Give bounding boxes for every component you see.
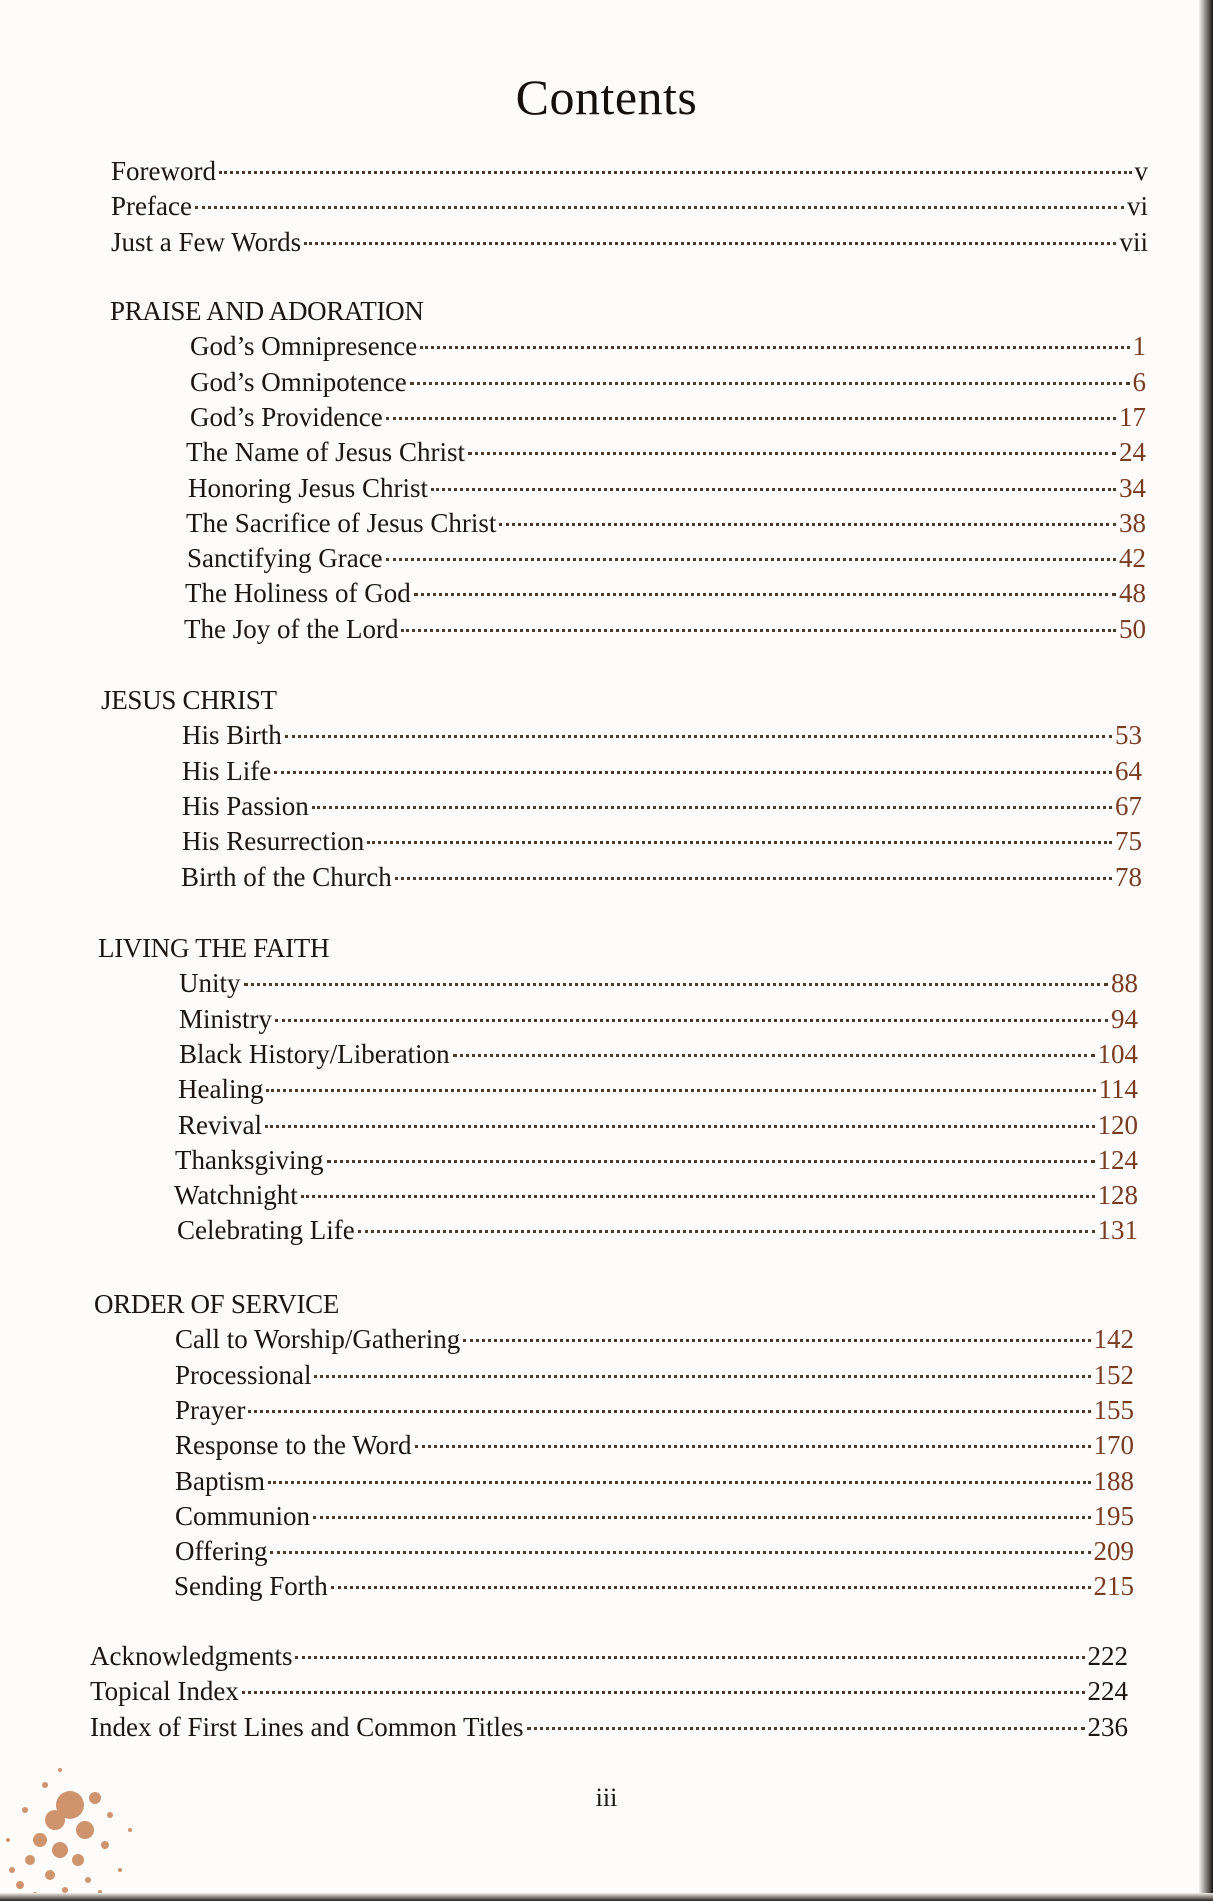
dot-leader xyxy=(244,963,1108,986)
dot-leader xyxy=(420,326,1129,349)
toc-entry-label: Index of First Lines and Common Titles xyxy=(90,1711,524,1742)
toc-entry-page-number: 209 xyxy=(1093,1536,1134,1567)
toc-entry-page-number: 131 xyxy=(1097,1215,1138,1246)
toc-entry-label: Response to the Word xyxy=(175,1430,412,1461)
toc-entry-celebrating-life xyxy=(177,1213,1138,1247)
dot-leader xyxy=(386,397,1116,420)
toc-entry-revival xyxy=(178,1108,1138,1142)
dot-leader xyxy=(386,538,1116,561)
toc-entry-gods-omnipotence xyxy=(190,365,1146,399)
dot-leader xyxy=(499,503,1116,526)
toc-entry-preface xyxy=(111,189,1148,223)
toc-entry-the-sacrifice-of-jesus-christ xyxy=(186,506,1146,540)
toc-entry-page-number: 24 xyxy=(1119,437,1146,468)
toc-entry-label: Watchnight xyxy=(174,1180,298,1211)
toc-entry-page-number: vii xyxy=(1119,226,1148,257)
toc-entry-label: Topical Index xyxy=(90,1676,239,1707)
toc-entry-label: Black History/Liberation xyxy=(179,1038,450,1069)
toc-entry-response-to-the-word xyxy=(175,1428,1134,1462)
toc-entry-page-number: 67 xyxy=(1115,790,1142,821)
toc-entry-label: Foreword xyxy=(111,156,216,186)
toc-entry-label: Thanksgiving xyxy=(175,1144,324,1175)
toc-entry-label: Communion xyxy=(175,1500,311,1531)
toc-entry-page-number: 170 xyxy=(1093,1430,1134,1461)
dot-leader xyxy=(367,821,1112,844)
dot-leader xyxy=(313,1496,1090,1519)
toc-entry-page-number: 48 xyxy=(1119,578,1146,609)
toc-entry-page-number: 38 xyxy=(1119,507,1146,538)
toc-entry-acknowledgments xyxy=(90,1639,1128,1673)
dot-leader xyxy=(358,1210,1095,1233)
dot-leader xyxy=(195,186,1124,209)
toc-entry-birth-of-the-church xyxy=(181,860,1142,894)
toc-entry-page-number: 120 xyxy=(1097,1109,1138,1140)
toc-entry-unity xyxy=(179,966,1138,1000)
section-heading-jesus-christ: JESUS CHRIST xyxy=(101,685,277,715)
toc-entry-watchnight xyxy=(174,1178,1138,1212)
toc-entry-honoring-jesus-christ xyxy=(188,471,1146,505)
section-heading-praise-and-adoration: PRAISE AND ADORATION xyxy=(110,296,424,326)
toc-entry-page-number: 104 xyxy=(1097,1038,1138,1069)
toc-entry-page-number: 94 xyxy=(1111,1003,1138,1034)
toc-entry-sending-forth xyxy=(174,1569,1134,1603)
toc-entry-page-number: 224 xyxy=(1087,1676,1128,1707)
toc-entry-gods-providence xyxy=(190,400,1146,434)
dot-leader xyxy=(331,1566,1091,1589)
toc-entry-page-number: 53 xyxy=(1115,720,1142,751)
toc-entry-label: God’s Providence xyxy=(190,401,383,432)
toc-entry-processional xyxy=(175,1358,1134,1392)
toc-entry-page-number: 64 xyxy=(1115,755,1142,786)
toc-entry-label: Preface xyxy=(111,191,192,222)
dot-leader xyxy=(248,1390,1090,1413)
toc-entry-offering xyxy=(175,1534,1134,1568)
toc-entry-page-number: 215 xyxy=(1093,1571,1134,1602)
toc-entry-label: The Joy of the Lord xyxy=(184,613,399,644)
dot-leader xyxy=(314,1355,1090,1378)
dot-leader xyxy=(274,751,1112,774)
toc-entry-foreword xyxy=(111,154,1148,188)
dot-leader xyxy=(285,715,1112,738)
toc-entry-just-a-few-words xyxy=(111,225,1148,259)
toc-entry-page-number: vi xyxy=(1126,191,1148,222)
toc-entry-label: Just a Few Words xyxy=(111,226,302,257)
toc-entry-page-number: 75 xyxy=(1115,826,1142,857)
toc-entry-page-number: 152 xyxy=(1093,1359,1134,1390)
toc-entry-label: Healing xyxy=(178,1074,264,1105)
toc-entry-page-number: 114 xyxy=(1098,1074,1138,1105)
dot-leader xyxy=(401,609,1116,632)
toc-entry-black-history-liberation xyxy=(179,1037,1138,1071)
toc-entry-the-joy-of-the-lord xyxy=(184,612,1146,646)
toc-entry-label: God’s Omnipotence xyxy=(190,366,407,397)
dot-leader xyxy=(295,1636,1084,1659)
toc-entry-page-number: 236 xyxy=(1087,1711,1128,1742)
toc-entry-prayer xyxy=(175,1393,1134,1427)
toc-entry-index-of-first-lines-and-common-titles xyxy=(90,1710,1128,1744)
dot-leader xyxy=(301,1175,1095,1198)
toc-entry-call-to-worship-gathering xyxy=(175,1322,1134,1356)
toc-entry-communion xyxy=(175,1499,1134,1533)
toc-entry-the-name-of-jesus-christ xyxy=(186,435,1146,469)
toc-entry-page-number: 17 xyxy=(1119,401,1146,432)
toc-entry-thanksgiving xyxy=(175,1143,1138,1177)
dot-leader xyxy=(275,999,1108,1022)
dot-leader xyxy=(453,1034,1095,1057)
dot-leader xyxy=(410,362,1130,385)
dot-leader xyxy=(415,1425,1091,1448)
toc-entry-sanctifying-grace xyxy=(187,541,1146,575)
toc-entry-label: His Birth xyxy=(182,720,282,751)
toc-entry-his-birth xyxy=(182,718,1142,752)
toc-entry-label: Processional xyxy=(175,1359,312,1390)
dot-leader xyxy=(268,1461,1090,1484)
toc-entry-page-number: 188 xyxy=(1093,1465,1134,1496)
toc-entry-label: The Sacrifice of Jesus Christ xyxy=(186,507,497,538)
toc-entry-topical-index xyxy=(90,1674,1128,1708)
dot-leader xyxy=(266,1069,1095,1092)
section-heading-living-the-faith: LIVING THE FAITH xyxy=(98,933,330,963)
toc-entry-label: The Name of Jesus Christ xyxy=(186,437,465,468)
dot-leader xyxy=(312,786,1112,809)
dot-leader xyxy=(327,1140,1095,1163)
toc-entry-label: Prayer xyxy=(175,1394,246,1425)
toc-entry-label: Unity xyxy=(179,968,241,999)
toc-entry-gods-omnipresence xyxy=(190,329,1146,363)
dot-leader xyxy=(463,1319,1090,1342)
dot-leader xyxy=(527,1707,1085,1730)
toc-entry-the-holiness-of-god xyxy=(185,576,1146,610)
toc-entry-page-number: 155 xyxy=(1093,1394,1134,1425)
toc-entry-label: His Resurrection xyxy=(182,826,365,857)
toc-entry-label: God’s Omnipresence xyxy=(190,331,418,362)
dot-leader xyxy=(265,1105,1095,1128)
toc-entry-page-number: 34 xyxy=(1119,472,1146,503)
toc-entry-page-number: 78 xyxy=(1115,861,1142,892)
section-heading-order-of-service: ORDER OF SERVICE xyxy=(94,1289,340,1319)
toc-entry-page-number: 222 xyxy=(1087,1641,1128,1671)
toc-entry-label: His Life xyxy=(182,755,272,786)
toc-entry-healing xyxy=(178,1072,1138,1106)
toc-entry-page-number: v xyxy=(1134,156,1148,186)
toc-entry-his-resurrection xyxy=(182,824,1142,858)
toc-entry-page-number: 88 xyxy=(1111,968,1138,999)
toc-entry-his-life xyxy=(182,754,1142,788)
toc-entry-his-passion xyxy=(182,789,1142,823)
toc-entry-label: Sending Forth xyxy=(174,1571,328,1602)
toc-entry-page-number: 1 xyxy=(1132,331,1146,362)
toc-entry-page-number: 124 xyxy=(1097,1144,1138,1175)
toc-entry-page-number: 195 xyxy=(1093,1500,1134,1531)
toc-entry-label: Offering xyxy=(175,1536,268,1567)
toc-entry-page-number: 6 xyxy=(1132,366,1146,397)
toc-entry-label: Revival xyxy=(178,1109,262,1140)
dot-leader xyxy=(304,222,1116,245)
toc-entry-label: The Holiness of God xyxy=(185,578,411,609)
page-title: Contents xyxy=(515,69,698,125)
toc-entry-baptism xyxy=(175,1464,1134,1498)
dot-leader xyxy=(414,573,1116,596)
toc-entry-ministry xyxy=(179,1002,1138,1036)
dot-leader xyxy=(395,857,1112,880)
toc-entry-label: Celebrating Life xyxy=(177,1215,355,1246)
toc-entry-page-number: 42 xyxy=(1119,543,1146,574)
dot-leader xyxy=(468,432,1116,455)
toc-entry-label: Birth of the Church xyxy=(181,861,392,892)
dot-leader xyxy=(431,468,1116,491)
dot-leader xyxy=(219,151,1132,174)
toc-entry-page-number: 142 xyxy=(1093,1324,1134,1355)
toc-entry-label: Sanctifying Grace xyxy=(187,543,383,574)
toc-entry-page-number: 128 xyxy=(1097,1180,1138,1211)
dot-leader xyxy=(270,1531,1090,1554)
dot-leader xyxy=(242,1671,1085,1694)
toc-entry-label: Honoring Jesus Christ xyxy=(188,472,429,503)
toc-entry-page-number: 50 xyxy=(1119,613,1146,644)
toc-entry-label: His Passion xyxy=(182,790,309,821)
toc-entry-label: Baptism xyxy=(175,1465,266,1496)
toc-entry-label: Call to Worship/Gathering xyxy=(175,1324,461,1355)
toc-entry-label: Ministry xyxy=(179,1003,273,1034)
toc-entry-label: Acknowledgments xyxy=(90,1641,293,1671)
folio-page-number: iii xyxy=(595,1783,618,1812)
